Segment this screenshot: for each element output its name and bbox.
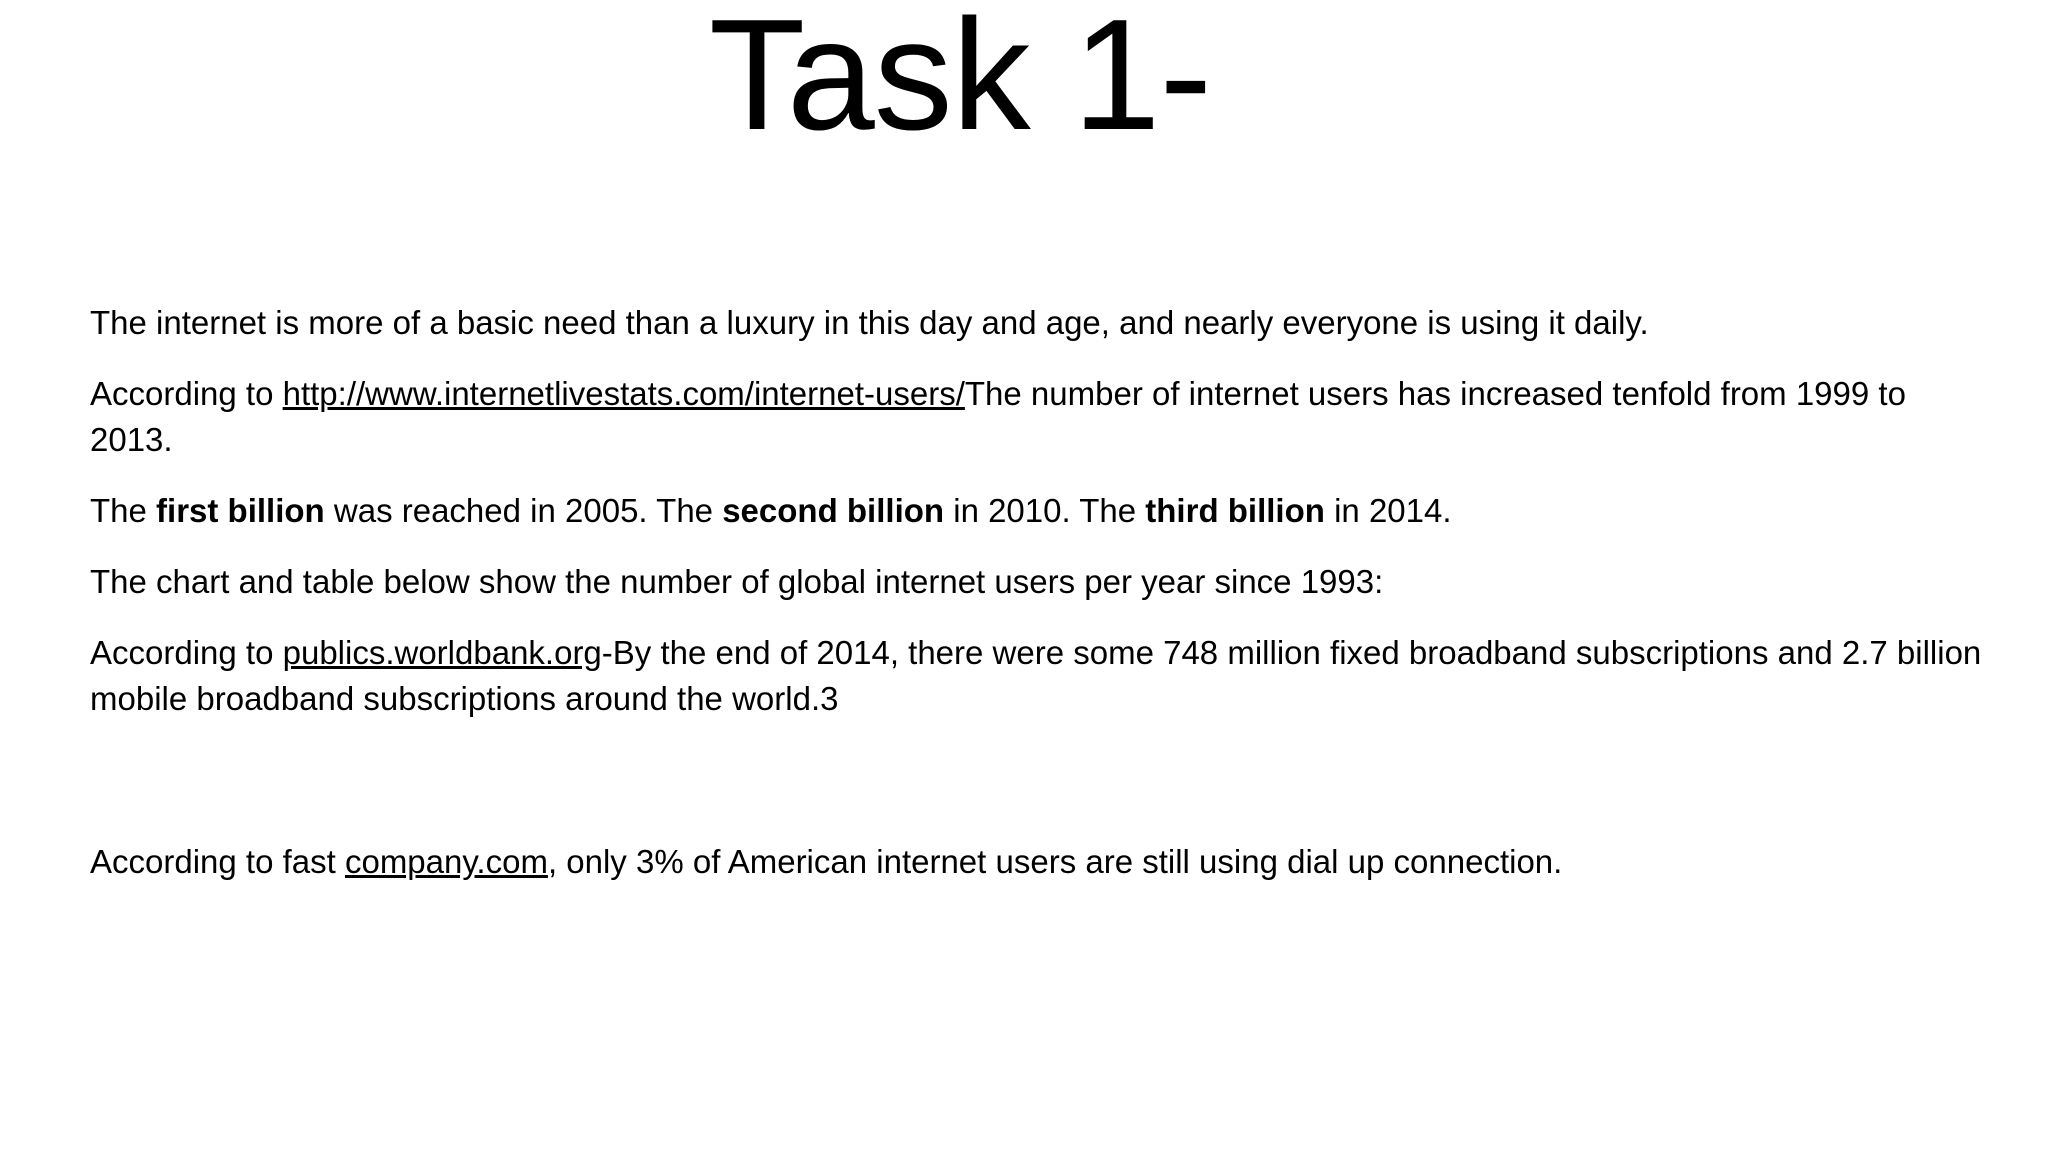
- paragraph-prefix: According to fast: [90, 843, 345, 880]
- worldbank-link[interactable]: publics.worldbank.org: [282, 634, 602, 671]
- first-billion-bold: first billion: [156, 492, 325, 529]
- paragraph-text: The chart and table below show the number of global internet users per year since 1993:: [90, 563, 1384, 600]
- paragraph-internet-need: [90, 300, 1990, 346]
- text-segment: in 2010. The: [944, 492, 1146, 529]
- paragraph-prefix: According to: [90, 634, 283, 671]
- slide-body: [90, 300, 1990, 910]
- paragraph-suffix: -By the end of 2014, there were some 748 million fixed broadband subscriptions and 2.7 billion mobile broadband subscriptions around the world.3: [90, 634, 1982, 717]
- text-segment: was reached in 2005. The: [324, 492, 723, 529]
- internetlivestats-link[interactable]: http://www.internetlivestats.com/internet-users/: [282, 375, 965, 412]
- paragraph-billions: [90, 488, 1990, 534]
- paragraph-worldbank: [90, 630, 1990, 722]
- third-billion-bold: third billion: [1145, 492, 1325, 529]
- second-billion-bold: second billion: [722, 492, 945, 529]
- paragraph-suffix: The number of internet users has increased tenfold from 1999 to 2013.: [90, 375, 1906, 458]
- paragraph-fastcompany: [90, 839, 1990, 885]
- paragraph-prefix: According to: [90, 375, 283, 412]
- company-link[interactable]: company.com: [344, 843, 548, 880]
- slide-title: Task 1-: [708, 0, 1212, 163]
- text-segment: in 2014.: [1324, 492, 1452, 529]
- text-segment: The: [90, 492, 157, 529]
- paragraph-internetlivestats: [90, 371, 1990, 463]
- paragraph-chart-intro: [90, 559, 1990, 605]
- paragraph-text: The internet is more of a basic need than a luxury in this day and age, and nearly everyone is using it daily.: [90, 304, 1649, 341]
- paragraph-suffix: , only 3% of American internet users are still using dial up connection.: [547, 843, 1563, 880]
